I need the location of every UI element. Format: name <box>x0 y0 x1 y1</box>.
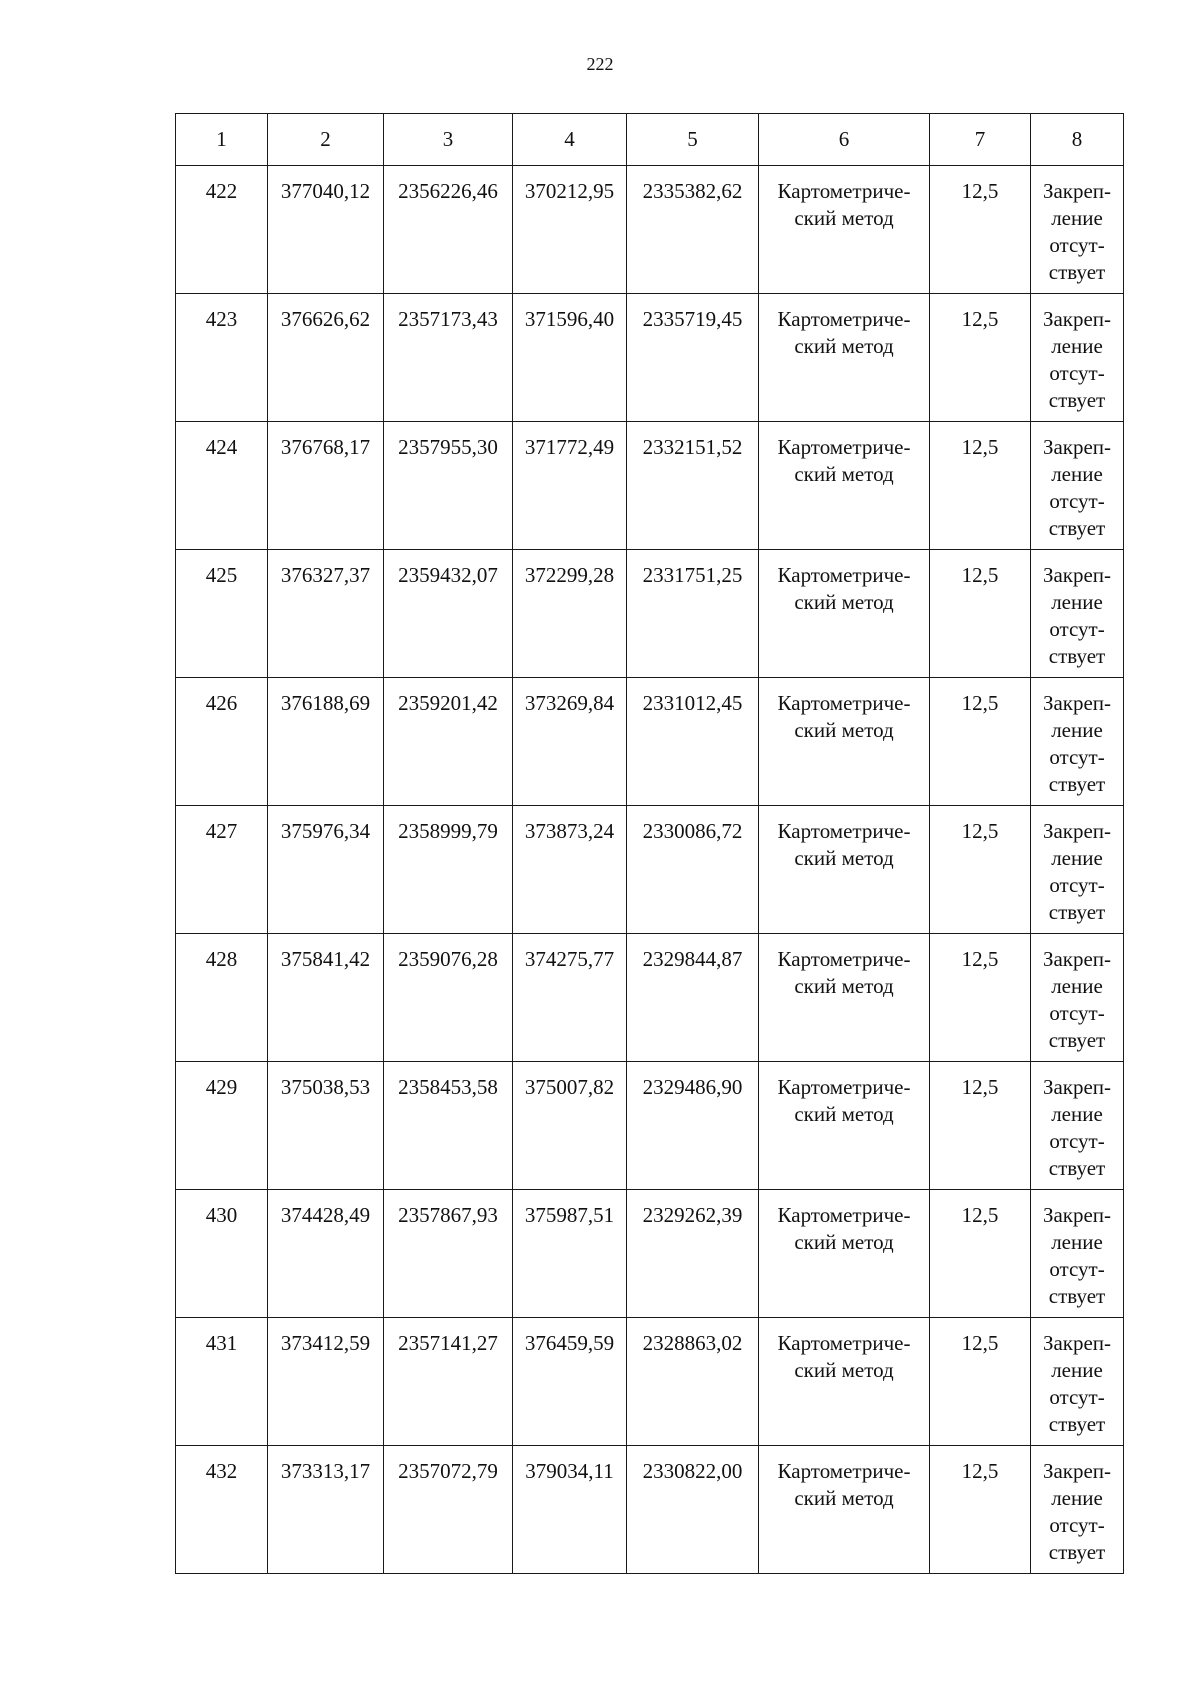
cell-coord-x1: 375976,34 <box>268 806 384 934</box>
cell-coord-y1: 2358453,58 <box>384 1062 513 1190</box>
cell-coord-x1: 373412,59 <box>268 1318 384 1446</box>
table-row <box>176 550 1124 678</box>
cell-fixing: Закреп- ление отсут- ствует <box>1031 1190 1124 1318</box>
table-row <box>176 1446 1124 1574</box>
column-header-1: 1 <box>176 114 268 166</box>
column-header-3: 3 <box>384 114 513 166</box>
cell-point-number: 425 <box>176 550 268 678</box>
cell-coord-x1: 375841,42 <box>268 934 384 1062</box>
cell-coord-x2: 375007,82 <box>513 1062 627 1190</box>
cell-fixing: Закреп- ление отсут- ствует <box>1031 166 1124 294</box>
cell-coord-x1: 376327,37 <box>268 550 384 678</box>
column-header-6: 6 <box>759 114 930 166</box>
cell-method: Картометриче- ский метод <box>759 1190 930 1318</box>
cell-method: Картометриче- ский метод <box>759 934 930 1062</box>
cell-fixing: Закреп- ление отсут- ствует <box>1031 422 1124 550</box>
cell-coord-y2: 2335719,45 <box>627 294 759 422</box>
cell-point-number: 428 <box>176 934 268 1062</box>
cell-accuracy: 12,5 <box>930 806 1031 934</box>
cell-point-number: 431 <box>176 1318 268 1446</box>
column-header-7: 7 <box>930 114 1031 166</box>
cell-method: Картометриче- ский метод <box>759 422 930 550</box>
cell-point-number: 426 <box>176 678 268 806</box>
cell-point-number: 422 <box>176 166 268 294</box>
cell-coord-y1: 2357072,79 <box>384 1446 513 1574</box>
cell-coord-y2: 2330086,72 <box>627 806 759 934</box>
table-row <box>176 934 1124 1062</box>
cell-coord-y2: 2335382,62 <box>627 166 759 294</box>
cell-coord-y1: 2356226,46 <box>384 166 513 294</box>
cell-accuracy: 12,5 <box>930 422 1031 550</box>
cell-coord-y1: 2357141,27 <box>384 1318 513 1446</box>
cell-accuracy: 12,5 <box>930 934 1031 1062</box>
cell-accuracy: 12,5 <box>930 166 1031 294</box>
cell-fixing: Закреп- ление отсут- ствует <box>1031 1062 1124 1190</box>
column-header-5: 5 <box>627 114 759 166</box>
cell-point-number: 429 <box>176 1062 268 1190</box>
cell-coord-x2: 371772,49 <box>513 422 627 550</box>
cell-coord-x2: 379034,11 <box>513 1446 627 1574</box>
cell-accuracy: 12,5 <box>930 1446 1031 1574</box>
cell-method: Картометриче- ский метод <box>759 550 930 678</box>
cell-coord-y1: 2359201,42 <box>384 678 513 806</box>
cell-coord-x2: 373269,84 <box>513 678 627 806</box>
table-header-row <box>176 114 1124 166</box>
coordinates-table <box>175 113 1124 1574</box>
cell-coord-x1: 376188,69 <box>268 678 384 806</box>
cell-coord-x2: 374275,77 <box>513 934 627 1062</box>
cell-coord-y2: 2329486,90 <box>627 1062 759 1190</box>
cell-accuracy: 12,5 <box>930 1062 1031 1190</box>
cell-coord-x1: 376626,62 <box>268 294 384 422</box>
cell-coord-x1: 375038,53 <box>268 1062 384 1190</box>
cell-coord-y2: 2330822,00 <box>627 1446 759 1574</box>
table-row <box>176 422 1124 550</box>
cell-coord-y2: 2331751,25 <box>627 550 759 678</box>
column-header-4: 4 <box>513 114 627 166</box>
table-body <box>176 166 1124 1574</box>
cell-accuracy: 12,5 <box>930 550 1031 678</box>
table-row <box>176 166 1124 294</box>
cell-coord-x2: 370212,95 <box>513 166 627 294</box>
table-row <box>176 1318 1124 1446</box>
cell-point-number: 432 <box>176 1446 268 1574</box>
cell-coord-y2: 2331012,45 <box>627 678 759 806</box>
cell-fixing: Закреп- ление отсут- ствует <box>1031 1318 1124 1446</box>
cell-coord-x2: 372299,28 <box>513 550 627 678</box>
table-row <box>176 1190 1124 1318</box>
cell-coord-y2: 2328863,02 <box>627 1318 759 1446</box>
cell-coord-y2: 2329844,87 <box>627 934 759 1062</box>
cell-method: Картометриче- ский метод <box>759 678 930 806</box>
cell-coord-x2: 376459,59 <box>513 1318 627 1446</box>
cell-fixing: Закреп- ление отсут- ствует <box>1031 934 1124 1062</box>
cell-fixing: Закреп- ление отсут- ствует <box>1031 1446 1124 1574</box>
cell-point-number: 427 <box>176 806 268 934</box>
cell-method: Картометриче- ский метод <box>759 806 930 934</box>
cell-coord-y1: 2359076,28 <box>384 934 513 1062</box>
cell-coord-x1: 374428,49 <box>268 1190 384 1318</box>
cell-accuracy: 12,5 <box>930 294 1031 422</box>
cell-coord-y2: 2329262,39 <box>627 1190 759 1318</box>
cell-method: Картометриче- ский метод <box>759 294 930 422</box>
table-row <box>176 806 1124 934</box>
table-row <box>176 1062 1124 1190</box>
cell-fixing: Закреп- ление отсут- ствует <box>1031 678 1124 806</box>
cell-coord-y1: 2358999,79 <box>384 806 513 934</box>
column-header-2: 2 <box>268 114 384 166</box>
page-number: 222 <box>586 54 614 74</box>
cell-coord-y1: 2357173,43 <box>384 294 513 422</box>
cell-coord-y1: 2357955,30 <box>384 422 513 550</box>
cell-accuracy: 12,5 <box>930 1318 1031 1446</box>
cell-coord-x2: 375987,51 <box>513 1190 627 1318</box>
column-header-8: 8 <box>1031 114 1124 166</box>
cell-coord-x2: 373873,24 <box>513 806 627 934</box>
cell-point-number: 430 <box>176 1190 268 1318</box>
cell-coord-x1: 376768,17 <box>268 422 384 550</box>
cell-method: Картометриче- ский метод <box>759 1062 930 1190</box>
cell-point-number: 424 <box>176 422 268 550</box>
cell-coord-y1: 2357867,93 <box>384 1190 513 1318</box>
cell-method: Картометриче- ский метод <box>759 1446 930 1574</box>
cell-coord-x2: 371596,40 <box>513 294 627 422</box>
cell-coord-y1: 2359432,07 <box>384 550 513 678</box>
cell-accuracy: 12,5 <box>930 678 1031 806</box>
cell-accuracy: 12,5 <box>930 1190 1031 1318</box>
cell-fixing: Закреп- ление отсут- ствует <box>1031 294 1124 422</box>
table-row <box>176 294 1124 422</box>
cell-point-number: 423 <box>176 294 268 422</box>
cell-coord-x1: 373313,17 <box>268 1446 384 1574</box>
cell-method: Картометриче- ский метод <box>759 166 930 294</box>
cell-fixing: Закреп- ление отсут- ствует <box>1031 806 1124 934</box>
table-row <box>176 678 1124 806</box>
cell-coord-x1: 377040,12 <box>268 166 384 294</box>
cell-fixing: Закреп- ление отсут- ствует <box>1031 550 1124 678</box>
cell-coord-y2: 2332151,52 <box>627 422 759 550</box>
cell-method: Картометриче- ский метод <box>759 1318 930 1446</box>
